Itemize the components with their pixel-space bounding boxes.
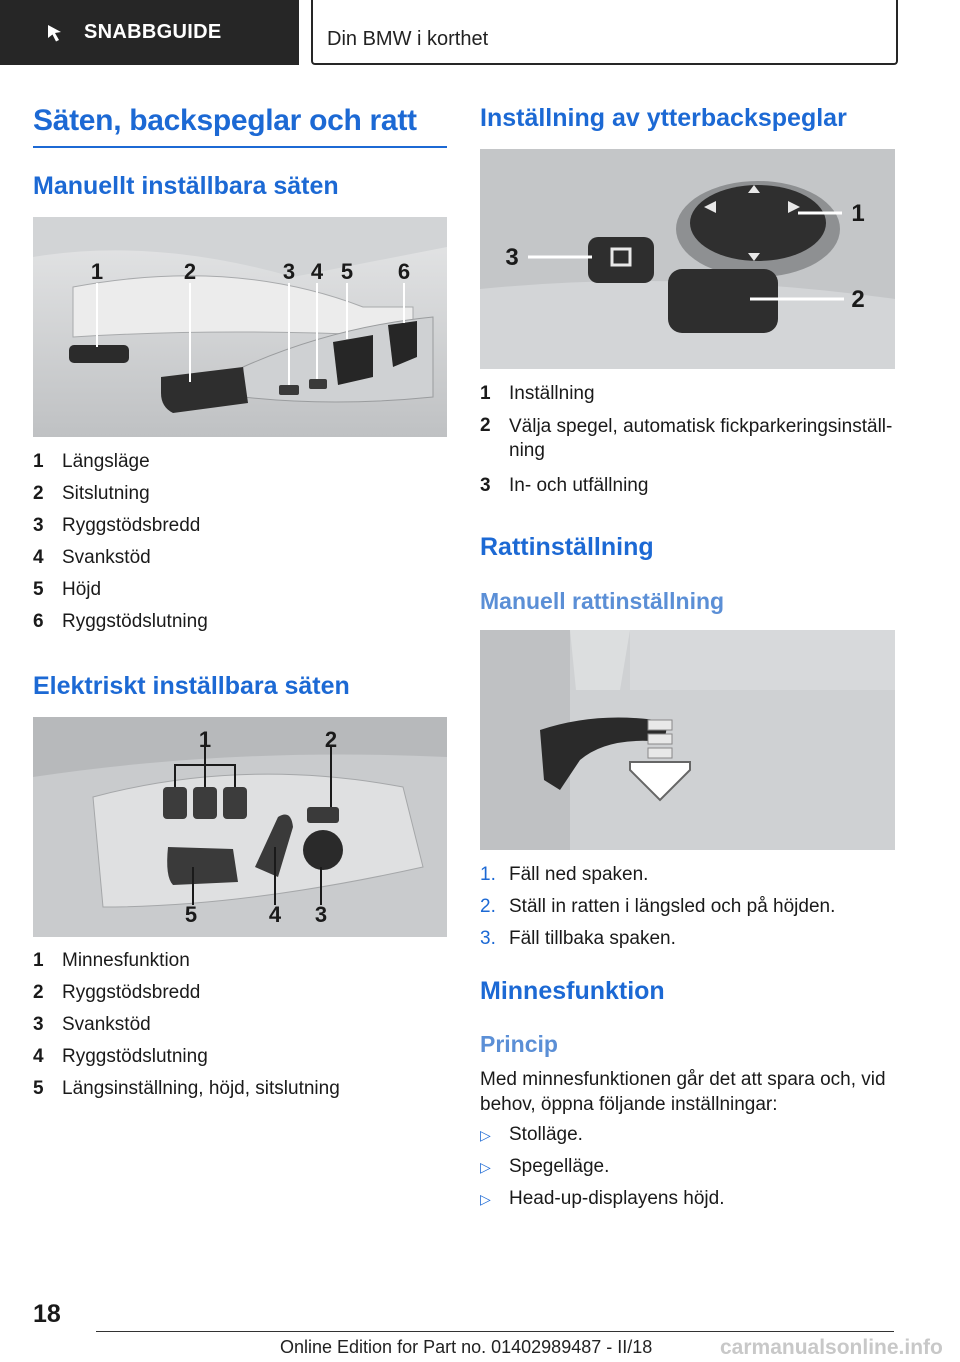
list-item: 3 Svankstöd xyxy=(33,1014,151,1035)
callout-1: 1 xyxy=(198,727,212,752)
manual-seat-photo xyxy=(33,217,447,437)
callout-3: 3 xyxy=(314,902,328,927)
title-rule xyxy=(33,146,447,148)
bullet-triangle-icon: ▷ xyxy=(480,1159,491,1175)
mirrors-list xyxy=(480,378,895,502)
steering-lever-photo xyxy=(480,630,895,850)
list-item: 1 Längsläge xyxy=(33,451,150,472)
header-section-label: Din BMW i korthet xyxy=(327,28,489,50)
list-item: 6 Ryggstödslutning xyxy=(33,611,208,632)
mirror-control-photo xyxy=(480,149,895,369)
list-item: 2 Ryggstödsbredd xyxy=(33,982,201,1003)
bullet-triangle-icon: ▷ xyxy=(480,1127,491,1143)
callout-5: 5 xyxy=(184,902,198,927)
memory-heading: Minnesfunktion xyxy=(480,977,665,1005)
callout-6: 6 xyxy=(397,259,411,284)
memory-bullets xyxy=(480,1119,895,1215)
memory-subheading: Princip xyxy=(480,1031,558,1057)
list-item: 2 Sitslutning xyxy=(33,483,150,504)
manual-seats-heading: Manuellt inställbara säten xyxy=(33,172,339,200)
steering-subheading: Manuell rattinställning xyxy=(480,588,725,614)
bullet-item: ▷ Stolläge. xyxy=(480,1119,895,1151)
list-item: 1 Minnesfunktion xyxy=(33,950,190,971)
header-section xyxy=(311,0,898,65)
callout-1: 1 xyxy=(90,259,104,284)
electric-seats-list xyxy=(33,945,447,1105)
callout-4: 4 xyxy=(310,259,324,284)
callout-3: 3 xyxy=(282,259,296,284)
callout-2: 2 xyxy=(324,727,338,752)
list-item: 5 Höjd xyxy=(33,579,102,600)
callout-4: 4 xyxy=(268,902,282,927)
callout-2: 2 xyxy=(851,286,865,313)
list-item: 2 Välja spegel, automatisk fickparkeringsinställ- ning xyxy=(480,415,893,461)
callout-3: 3 xyxy=(505,244,519,271)
step-item: 2. Ställ in ratten i längsled och på höjden. xyxy=(480,896,836,917)
step-item: 1. Fäll ned spaken. xyxy=(480,864,649,885)
electric-seats-heading: Elektriskt inställbara säten xyxy=(33,672,350,700)
electric-seat-photo xyxy=(33,717,447,937)
callout-1: 1 xyxy=(851,200,865,227)
footer-rule xyxy=(96,1331,894,1332)
header-tab xyxy=(0,0,299,65)
page-number: 18 xyxy=(33,1300,61,1328)
list-item: 4 Svankstöd xyxy=(33,547,151,568)
bullet-item: ▷ Head-up-displayens höjd. xyxy=(480,1183,895,1215)
mirrors-heading: Inställning av ytterbackspeglar xyxy=(480,104,847,132)
memory-paragraph: Med minnesfunktionen går det att spara och, vid behov, öppna följande inställningar: xyxy=(480,1069,886,1115)
list-item: 3 Ryggstödsbredd xyxy=(33,515,201,536)
pointer-hand-icon xyxy=(44,22,66,44)
steering-steps xyxy=(480,859,895,955)
header-tab-label: SNABBGUIDE xyxy=(84,21,222,43)
callout-2: 2 xyxy=(183,259,197,284)
manual-seats-list xyxy=(33,446,447,638)
list-item: 3 In- och utfällning xyxy=(480,475,649,496)
bullet-item: ▷ Spegelläge. xyxy=(480,1151,895,1183)
steering-heading: Rattinställning xyxy=(480,533,654,561)
footer-edition: Online Edition for Part no. 01402989487 - II/18 xyxy=(280,1337,653,1357)
step-item: 3. Fäll tillbaka spaken. xyxy=(480,928,676,949)
page-title: Säten, backspeglar och ratt xyxy=(33,104,417,137)
list-item: 5 Längsinställning, höjd, sitslutning xyxy=(33,1078,340,1099)
bullet-triangle-icon: ▷ xyxy=(480,1191,491,1207)
list-item: 4 Ryggstödslutning xyxy=(33,1046,208,1067)
watermark: carmanualsonline.info xyxy=(720,1336,943,1359)
list-item: 1 Inställning xyxy=(480,383,595,404)
callout-5: 5 xyxy=(340,259,354,284)
